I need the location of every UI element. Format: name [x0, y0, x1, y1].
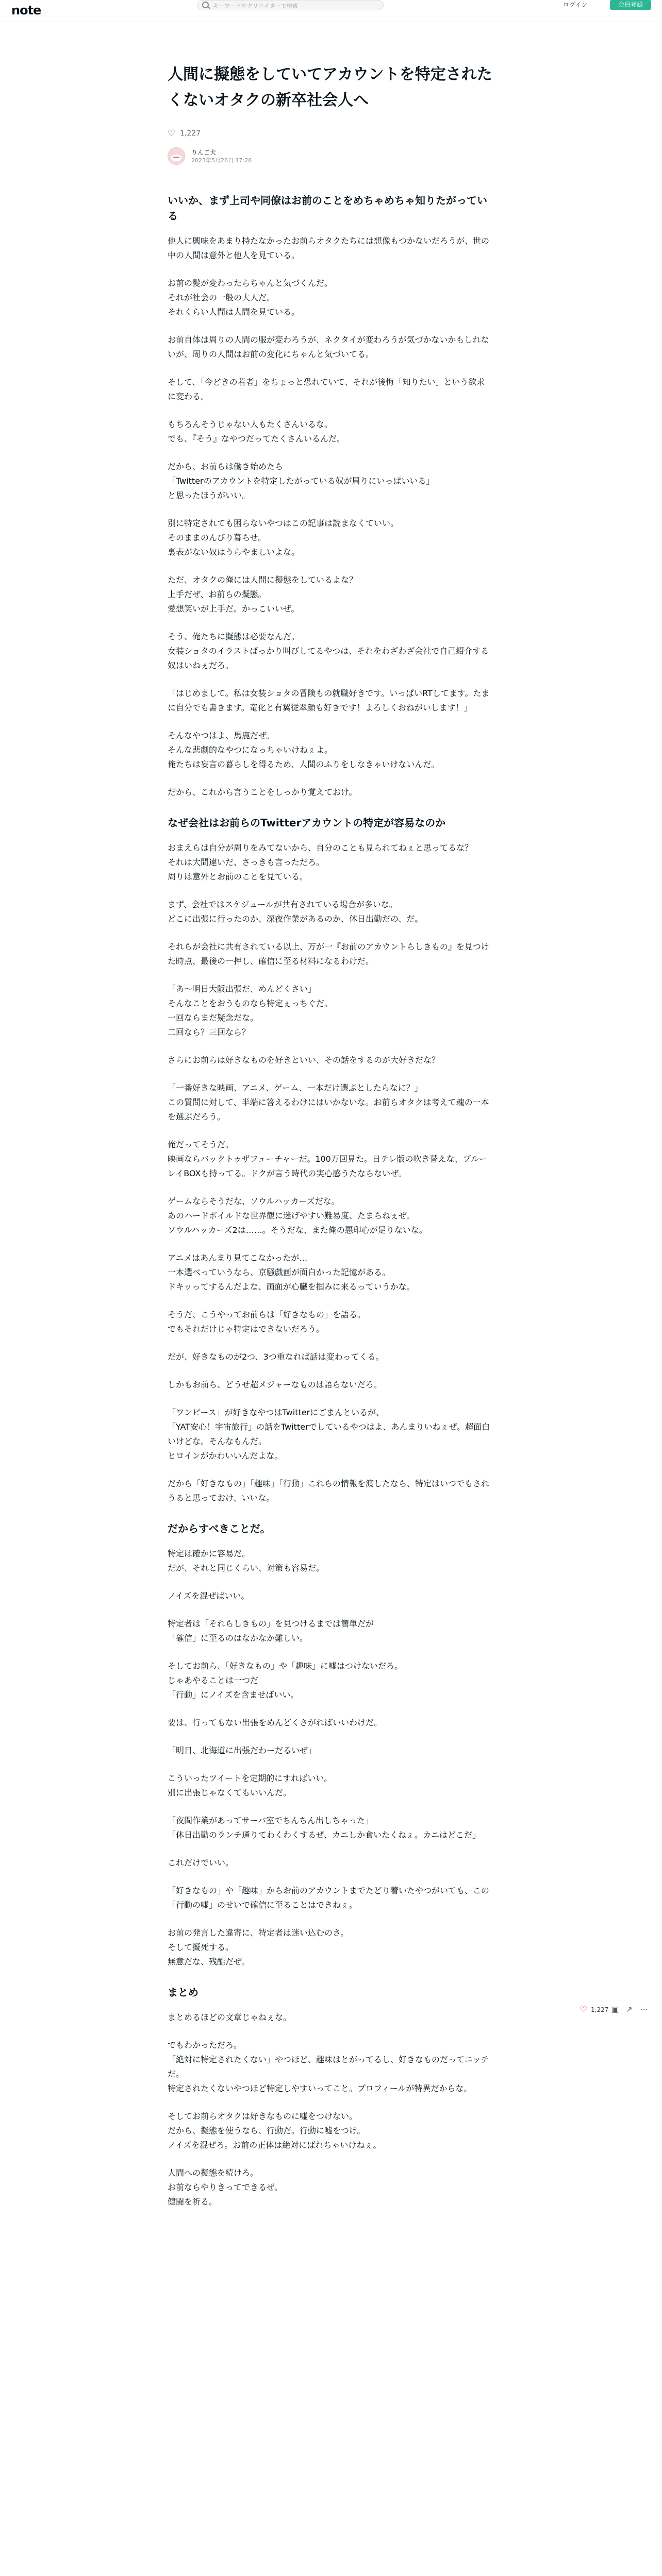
- text-line: 裏表がない奴はうらやましいよな。: [168, 547, 300, 557]
- text-line: だから、これから言うことをしっかり覚えておけ。: [168, 787, 357, 797]
- section-heading: いいか、まず上司や同僚はお前のことをめちゃめちゃ知りたがっている: [168, 194, 487, 222]
- paragraph: [168, 1743, 492, 1758]
- paragraph: [168, 2109, 492, 2153]
- text-line: 別に出張じゃなくてもいいんだ。: [168, 1788, 292, 1798]
- like-count-top[interactable]: [168, 128, 492, 139]
- text-line: そんな悲劇的なやつになっちゃいけねぇよ。: [168, 745, 333, 755]
- paragraph: [168, 1617, 492, 1646]
- text-line: 「Twitterのアカウントを特定したがっている奴が周りにいっぱいいる」: [168, 476, 435, 486]
- paragraph: [168, 460, 492, 503]
- text-line: そしてお前ら、「好きなもの」や「趣味」に嘘はつけないだろ。: [168, 1661, 403, 1671]
- search-input[interactable]: [197, 0, 384, 10]
- text-line: どこに出張に行ったのか、深夜作業があるのか、休日出勤だの、だ。: [168, 914, 423, 924]
- article-body: [168, 193, 492, 2209]
- text-line: 特定は確かに容易だ。: [168, 1549, 251, 1558]
- paragraph: [168, 2010, 492, 2025]
- section-heading: だからすべきことだ。: [168, 1522, 271, 1535]
- register-button[interactable]: 会員登録: [610, 0, 651, 10]
- text-line: だが、それと同じくらい、対策も容易だ。: [168, 1563, 325, 1573]
- text-line: まず、会社ではスケジュールが共有されている場合が多いな。: [168, 900, 398, 909]
- paragraph: [168, 1350, 492, 1364]
- text-line: そのままのんびり暮らせ。: [168, 533, 267, 543]
- text-line: 「絶対に特定されたくない」やつほど、趣味はとがってるし、好きなものだってニッチだ。: [168, 2055, 489, 2079]
- text-line: 「明日、北海道に出張だわーだるいぜ」: [168, 1745, 317, 1755]
- paragraph: [168, 1251, 492, 1294]
- paragraph: [168, 982, 492, 1040]
- text-line: まとめるほどの文章じゃねぇな。: [168, 2012, 292, 2022]
- paragraph: [168, 630, 492, 673]
- text-line: そんなやつはよ、馬鹿だぜ。: [168, 731, 275, 740]
- text-line: 二回なら？三回なら？: [168, 1027, 251, 1037]
- text-line: しかもお前ら、どうせ超メジャーなものは語らないだろ。: [168, 1380, 382, 1389]
- paragraph: [168, 1194, 492, 1238]
- text-line: 他人に興味をあまり持たなかったお前らオタクたちには想像もつかないだろうが、世の中の人間は意外と他人を見ている。: [168, 236, 490, 260]
- paragraph: [168, 897, 492, 926]
- text-line: お前ならやりきってできるぜ。: [168, 2182, 283, 2192]
- text-line: そうだ、こうやってお前らは「好きなもの」を語る。: [168, 1310, 366, 1319]
- text-line: もちろんそうじゃない人もたくさんいるな。: [168, 419, 333, 429]
- paragraph: [168, 785, 492, 800]
- login-link[interactable]: ログイン: [563, 1, 588, 8]
- paragraph: [168, 333, 492, 362]
- text-line: 特定者は「それらしきもの」を見つけるまでは簡単だが: [168, 1619, 374, 1629]
- paragraph: [168, 1308, 492, 1336]
- text-line: これだけでいい。: [168, 1858, 234, 1868]
- text-line: ゲームならそうだな、ソウルハッカーズだな。: [168, 1196, 340, 1206]
- search-placeholder: キーワードやクリエイターで検索: [213, 3, 298, 9]
- section-heading: まとめ: [168, 1986, 198, 1998]
- more-icon[interactable]: ⋯: [640, 2005, 648, 2014]
- text-line: だから、擬態を使うなら、行動だ。行動に嘘をつけ。: [168, 2126, 366, 2136]
- paragraph: [168, 1405, 492, 1463]
- paragraph: [168, 1477, 492, 1505]
- text-line: 「夜間作業があってサーバ室でちんちん出しちゃった」: [168, 1816, 374, 1825]
- text-line: 一回ならまだ疑念だな。: [168, 1013, 259, 1023]
- paragraph: [168, 1926, 492, 1969]
- side-like-count: 1,227: [591, 2006, 609, 2013]
- text-line: ノイズを混ぜばいい。: [168, 1591, 250, 1601]
- text-line: 人間への擬態を続けろ。: [168, 2168, 259, 2178]
- paragraph: [168, 841, 492, 884]
- text-line: 「はじめまして。私は女装ショタの冒険もの就職好きです。いっぱいRTしてます。たまに自分でも書きます。竜化と有翼従翠顔も好きです！よろしくおねがいします！」: [168, 688, 490, 713]
- text-line: 「行動」にノイズを含ませばいい。: [168, 1690, 299, 1700]
- paragraph: [168, 276, 492, 319]
- text-line: ソウルハッカーズ2は……。そうだな、また俺の悪印心が足りないな。: [168, 1225, 427, 1235]
- text-line: アニメはあんまり見てこなかったが…: [168, 1253, 308, 1263]
- text-line: ノイズを混ぜろ。お前の正体は絶対にばれちゃいけねぇ。: [168, 2140, 382, 2150]
- paragraph: [168, 1081, 492, 1124]
- like-count: 1,227: [180, 129, 201, 138]
- share-icon[interactable]: ↗: [626, 2005, 633, 2014]
- paragraph: [168, 940, 492, 969]
- text-line: そう、俺たちに擬態は必要なんだ。: [168, 632, 300, 641]
- paragraph: [168, 1053, 492, 1067]
- text-line: 「確信」に至るのはなかなか難しい。: [168, 1633, 308, 1643]
- text-line: 周りは意外とお前のことを見ている。: [168, 872, 308, 882]
- text-line: 愛想笑いが上手だ。かっこいいぜ。: [168, 604, 300, 614]
- section-heading: なぜ会社はお前らのTwitterアカウントの特定が容易なのか: [168, 817, 446, 829]
- text-line: お前の発言した違寄に、特定者は迷い込むのさ。: [168, 1928, 349, 1938]
- paragraph: [168, 375, 492, 404]
- text-line: そんなことをおうものなら特定ぇっちぐだ。: [168, 998, 333, 1008]
- text-line: それらが会社に共有されている以上、万が一『お前のアカウントらしきもの』を見つけた時点、最後の一押し、確信に至る材料になるわけだ。: [168, 942, 489, 966]
- text-line: おまえらは自分が周りをみてないから、自分のことも見られてねぇと思ってるな？: [168, 843, 473, 853]
- text-line: だから、お前らは働き始めたら: [168, 462, 284, 471]
- text-line: でもわかっただろ。: [168, 2040, 242, 2050]
- text-line: 「ワンピース」が好きなやつはTwitterにごまんといるが、: [168, 1408, 385, 1417]
- note-logo[interactable]: note: [11, 3, 41, 18]
- article-title: 人間に擬態をしていてアカウントを特定されたくないオタクの新卒社会人へ: [168, 65, 492, 109]
- text-line: そして擬死する。: [168, 1942, 234, 1952]
- paragraph: [168, 417, 492, 446]
- text-line: 特定されたくないやつほど特定しやすいってこと。プロフィールが特異だからな。: [168, 2083, 472, 2093]
- text-line: あのハードボイルドな世界観に迷げやすい難易度、たまらねぇぜ。: [168, 1211, 415, 1221]
- site-header: [0, 0, 662, 22]
- text-line: こういったツイートを定期的にすればいい。: [168, 1773, 333, 1783]
- author-name[interactable]: りんご犬: [191, 149, 217, 156]
- text-line: ただ、オタクの俺には人間に擬態をしているよな？: [168, 575, 358, 585]
- paragraph: [168, 2038, 492, 2096]
- post-date: 2023年5月26日 17:26: [191, 157, 252, 164]
- article: [168, 62, 492, 2223]
- heart-icon[interactable]: ♡: [580, 2005, 588, 2015]
- floating-actions: [580, 2004, 652, 2016]
- paragraph: [168, 1771, 492, 1800]
- text-line: 俺たちは妄言の暮らしを得るため、人間のふりをしなきゃいけないんだ。: [168, 759, 440, 769]
- text-line: でもそれだけじゃ特定はできないだろう。: [168, 1324, 325, 1334]
- paragraph: [168, 728, 492, 772]
- paragraph: [168, 1716, 492, 1730]
- text-line: それは大間違いだ、さっきも言っただろ。: [168, 857, 325, 867]
- text-line: 映画ならバックトゥザフューチャーだ。100万回見た。日テレ版の吹き替えな、ブルーレイBOXも持ってる。ドクが言う時代の実心感うたならないぜ。: [168, 1154, 487, 1178]
- text-line: 健闘を祈る。: [168, 2197, 218, 2207]
- paragraph: [168, 1378, 492, 1392]
- text-line: でも、『そう』なやつだってたくさんいるんだ。: [168, 434, 345, 444]
- bookmark-icon[interactable]: ▣: [611, 2005, 619, 2014]
- paragraph: [168, 1856, 492, 1870]
- text-line: 別に特定されても困らないやつはこの記事は読まなくていい。: [168, 518, 399, 528]
- paragraph: [168, 1547, 492, 1575]
- paragraph: [168, 2166, 492, 2209]
- text-line: それが社会の一般の大人だ。: [168, 293, 275, 302]
- paragraph: [168, 1589, 492, 1603]
- text-line: 「YAT安心！宇宙旅行」の話をTwitterでしているやつはよ、あんまりいねぇぜ。超面白いけどな。そんなもんだ。: [168, 1422, 490, 1446]
- text-line: それくらい人間は人間を見ている。: [168, 307, 300, 317]
- text-line: 「好きなもの」や「趣味」からお前のアカウントまでたどり着いたやつがいても、この「行動の嘘」のせいで確信に至ることはできねぇ。: [168, 1886, 489, 1910]
- text-line: そして、「今どきの若者」をちょっと恐れていて、それが後悔「知りたい」という欲求に変わる。: [168, 377, 485, 401]
- text-line: 無意だな、残酷だぜ。: [168, 1957, 250, 1967]
- text-line: 「あ〜明日大阪出張だ、めんどくさい」: [168, 984, 317, 994]
- paragraph: [168, 1138, 492, 1181]
- text-line: 俺だってそうだ。: [168, 1140, 234, 1149]
- text-line: ドキッってするんだよな、画面が心臓を掴みに来るっていうかな。: [168, 1282, 415, 1292]
- text-line: 上手だぜ、お前らの擬態。: [168, 589, 267, 599]
- text-line: 要は、行ってもない出張をめんどくさがればいいわけだ。: [168, 1718, 383, 1727]
- text-line: この質問に対して、半端に答えるわけにはいかないな。お前らオタクは考えて魂の一本を選ぶだろう。: [168, 1097, 489, 1122]
- heart-icon: [168, 130, 175, 137]
- text-line: と思ったほうがいい。: [168, 490, 251, 500]
- text-line: 女装ショタのイラストばっかり叫びしてるやつは、それをわざわざ会社で自己紹介する奴はいねぇだろ。: [168, 646, 489, 670]
- paragraph: [168, 516, 492, 560]
- text-line: 「一番好きな映画、アニメ、ゲーム、一本だけ選ぶとしたらなに？」: [168, 1083, 423, 1093]
- text-line: 「休日出勤のランチ通りてわくわくするぜ、カニしか食いたくねぇ。カニはどこだ」: [168, 1830, 481, 1840]
- paragraph: [168, 686, 492, 715]
- text-line: お前自体は周りの人間の服が変わろうが、ネクタイが変わろうが気づかないかもしれないが、周りの人間はお前の変化にちゃんと気づいてる。: [168, 335, 489, 359]
- search-icon: [202, 2, 209, 8]
- text-line: そしてお前らオタクは好きなものに嘘をつけない。: [168, 2111, 358, 2121]
- paragraph: [168, 573, 492, 616]
- paragraph: [168, 1814, 492, 1842]
- author-info[interactable]: [168, 147, 492, 165]
- text-line: さらにお前らは好きなものを好きといい、その話をするのが大好きだな？: [168, 1055, 440, 1065]
- paragraph: [168, 1884, 492, 1912]
- paragraph: [168, 1659, 492, 1702]
- text-line: 一本選べっていうなら、京騒戯画が面白かった記憶がある。: [168, 1267, 391, 1277]
- text-line: お前の髪が変わったらちゃんと気づくんだ。: [168, 278, 333, 288]
- text-line: だから「好きなもの」「趣味」「行動」これらの情報を渡したなら、特定はいつでもされうると思っておけ、いいな。: [168, 1479, 490, 1503]
- text-line: だが、好きなものが2つ、3つ重なれば話は変わってくる。: [168, 1352, 384, 1362]
- text-line: ヒロインがかわいいんだよな。: [168, 1451, 283, 1461]
- avatar[interactable]: [168, 147, 185, 165]
- paragraph: [168, 234, 492, 263]
- text-line: じゃあやることは一つだ: [168, 1675, 259, 1685]
